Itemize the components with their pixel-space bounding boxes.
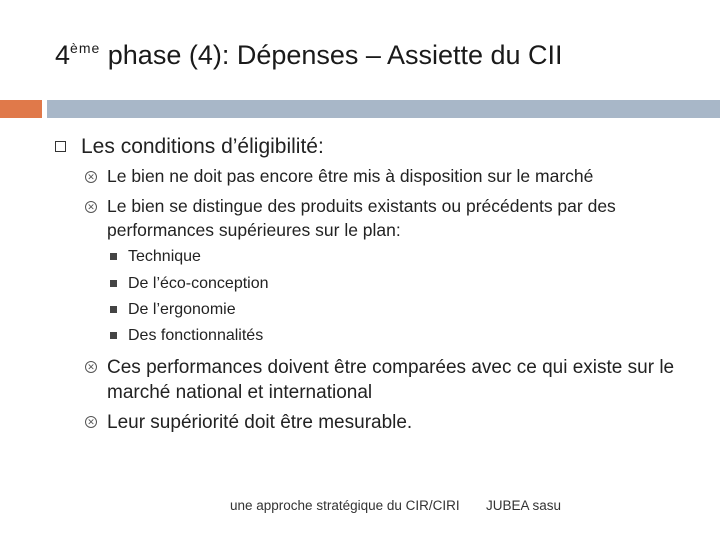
footer-right: JUBEA sasu [486, 498, 562, 513]
hollow-square-bullet-icon [55, 141, 66, 152]
sub-bullet-text: De l’ergonomie [128, 301, 236, 318]
bullet-text: Le bien se distingue des produits existants ou précédents par des performances supérieures sur le plan: [107, 196, 616, 240]
level1-text: Les conditions d’éligibilité: [81, 135, 324, 158]
sub-bullet-text: De l’éco-conception [128, 275, 269, 292]
title-superscript: ème [70, 40, 101, 56]
filled-square-bullet-icon [110, 306, 117, 313]
circled-cross-bullet-icon: ✕ [85, 201, 97, 213]
filled-square-bullet-icon [110, 332, 117, 339]
bullet-text: Le bien ne doit pas encore être mis à disposition sur le marché [107, 166, 594, 186]
accent-bar-blue [47, 100, 720, 118]
circled-cross-bullet-icon: ✕ [85, 416, 97, 428]
title-rest: phase (4): Dépenses – Assiette du CII [100, 40, 563, 70]
bullet-text: Leur supériorité doit être mesurable. [107, 412, 413, 433]
filled-square-bullet-icon [110, 280, 117, 287]
sub-bullet-text: Des fonctionnalités [128, 327, 264, 344]
title-prefix: 4 [55, 40, 71, 70]
sub-bullet-text: Technique [128, 248, 201, 265]
bullet-text: Ces performances doivent être comparées avec ce qui existe sur le marché national et international [107, 357, 675, 403]
circled-cross-bullet-icon: ✕ [85, 361, 97, 373]
accent-bar-orange [0, 100, 42, 118]
circled-cross-bullet-icon: ✕ [85, 171, 97, 183]
slide-title [55, 40, 563, 71]
filled-square-bullet-icon [110, 253, 117, 260]
footer-left: une approche stratégique du CIR/CIRI [230, 498, 460, 513]
